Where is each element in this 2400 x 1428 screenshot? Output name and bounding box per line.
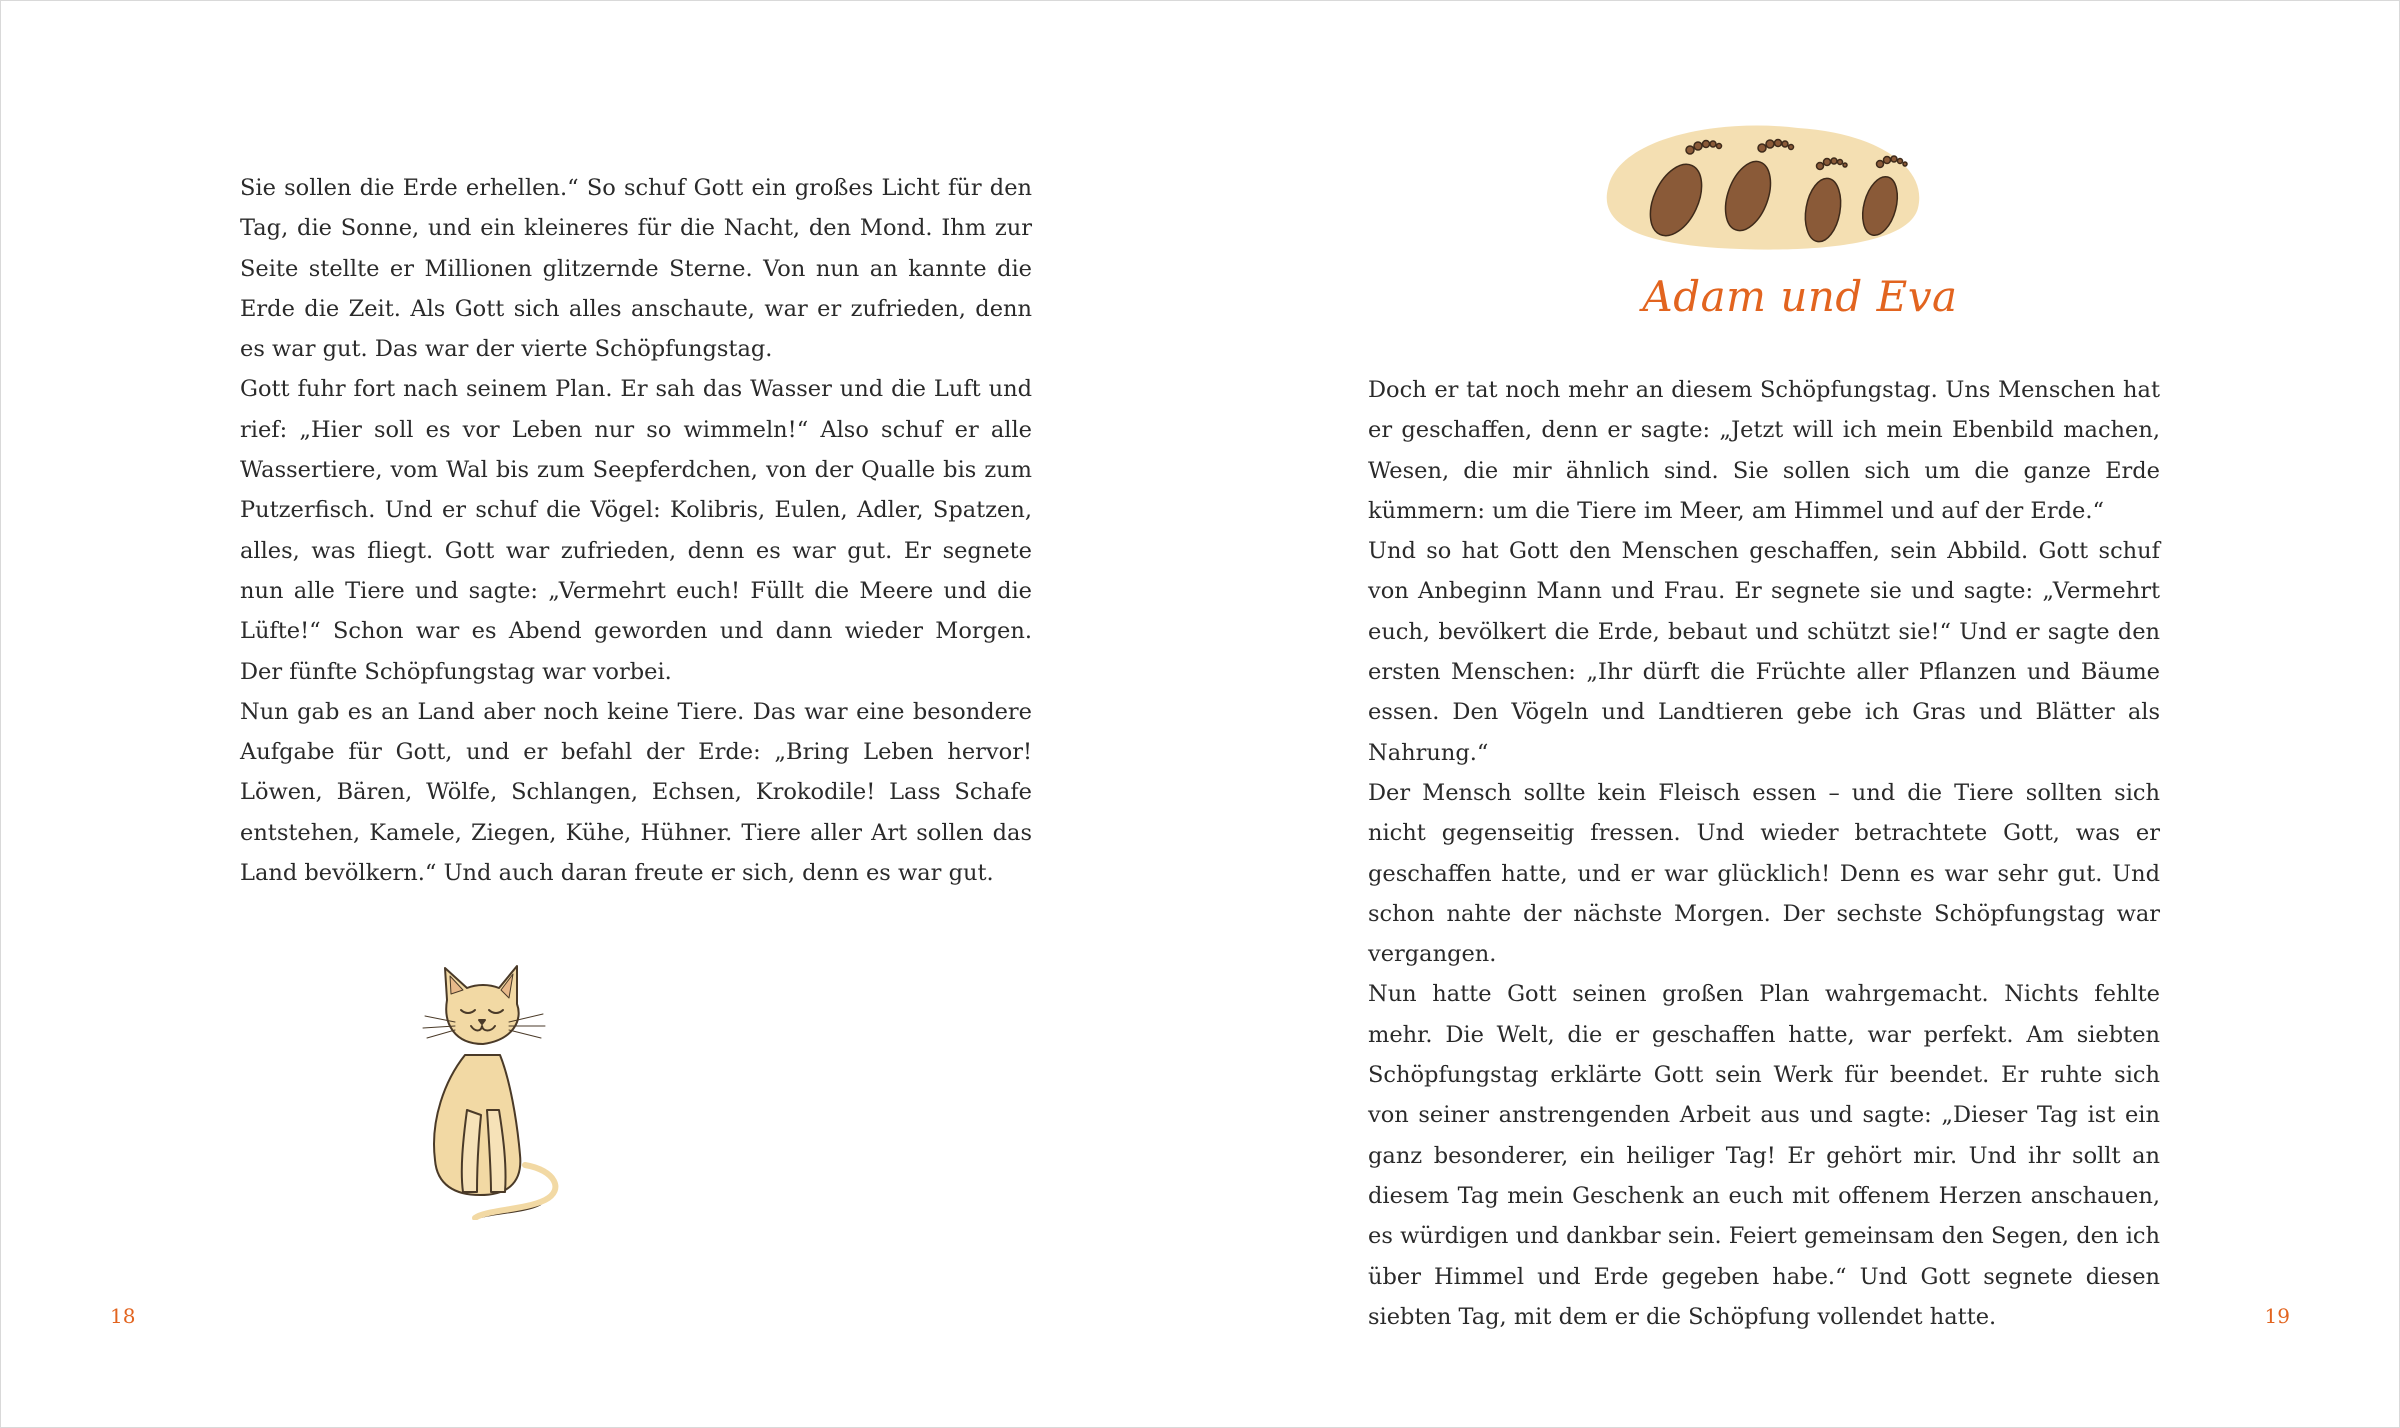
right-page — [1200, 0, 2400, 1428]
left-page-text — [240, 168, 1032, 893]
page-number: 19 — [2264, 1304, 2290, 1328]
page-number: 18 — [110, 1304, 136, 1328]
cat-illustration — [405, 960, 575, 1220]
footprints-illustration — [1598, 108, 1928, 258]
paragraph: Doch er tat noch mehr an diesem Schöpfungstag. Uns Menschen hat er geschaffen, denn er sagte: „Jetzt will ich mein Ebenbild machen, Wesen, die mir ähnlich sind. Sie sollen sich um die ganze Erde kümmern: um die Tiere im Meer, am Himmel und auf der Erde.“ — [1368, 377, 2160, 524]
right-page-text — [1368, 370, 2160, 1337]
paragraph: Nun hatte Gott seinen großen Plan wahrgemacht. Nichts fehlte mehr. Die Welt, die er geschaffen hatte, war perfekt. Am siebten Schöpfungstag erklärte Gott sein Werk für beendet. Er ruhte sich von seiner anstrengenden Arbeit aus und sagte: „Dieser Tag ist ein ganz besonderer, ein heiliger Tag! Er gehört mir. Und ihr sollt an diesem Tag mein Geschenk an euch mit offenem Herzen anschauen, es würdigen und dankbar sein. Feiert gemeinsam den Segen, den ich über Himmel und Erde gegeben habe.“ Und Gott segnete diesen siebten Tag, mit dem er die Schöpfung vollendet hatte. — [1368, 981, 2160, 1330]
paragraph: Und so hat Gott den Menschen geschaffen, sein Abbild. Gott schuf von Anbeginn Mann und Frau. Er segnete sie und sagte: „Vermehrt euch, bevölkert die Erde, bebaut und schützt sie!“ Und er sagte den ersten Menschen: „Ihr dürft die Früchte aller Pflanzen und Bäume essen. Den Vögeln und Landtieren gebe ich Gras und Blätter als Nahrung.“ — [1368, 538, 2160, 766]
paragraph: Gott fuhr fort nach seinem Plan. Er sah das Wasser und die Luft und rief: „Hier soll es vor Leben nur so wimmeln!“ Also schuf er alle Wassertiere, vom Wal bis zum Seepferdchen, von der Qualle bis zum Putzerfisch. Und er schuf die Vögel: Kolibris, Eulen, Adler, Spatzen, alles, was fliegt. Gott war zufrieden, denn es war gut. Er segnete nun alle Tiere und sagte: „Vermehrt euch! Füllt die Meere und die Lüfte!“ Schon war es Abend geworden und dann wieder Morgen. Der fünfte Schöpfungstag war vorbei. — [240, 376, 1032, 685]
chapter-heading: Adam und Eva — [1642, 272, 1958, 321]
paragraph: Nun gab es an Land aber noch keine Tiere. Das war eine besondere Aufgabe für Gott, und er befahl der Erde: „Bring Leben hervor! Löwen, Bären, Wölfe, Schlangen, Echsen, Krokodile! Lass Schafe entstehen, Kamele, Ziegen, Kühe, Hühner. Tiere aller Art sollen das Land bevölkern.“ Und auch daran freute er sich, denn es war gut. — [240, 698, 1032, 887]
paragraph: Der Mensch sollte kein Fleisch essen – und die Tiere sollten sich nicht gegenseitig fressen. Und wieder betrachtete Gott, was er geschaffen hatte, und er war glücklich! Denn es war sehr gut. Und schon nahte der nächste Morgen. Der sechste Schöpfungstag war vergangen. — [1368, 779, 2160, 968]
paragraph: Sie sollen die Erde erhellen.“ So schuf Gott ein großes Licht für den Tag, die Sonne, und ein kleineres für die Nacht, den Mond. Ihm zur Seite stellte er Millionen glitzernde Sterne. Von nun an kannte die Erde die Zeit. Als Gott sich alles anschaute, war er zufrieden, denn es war gut. Das war der vierte Schöpfungstag. — [240, 175, 1032, 363]
